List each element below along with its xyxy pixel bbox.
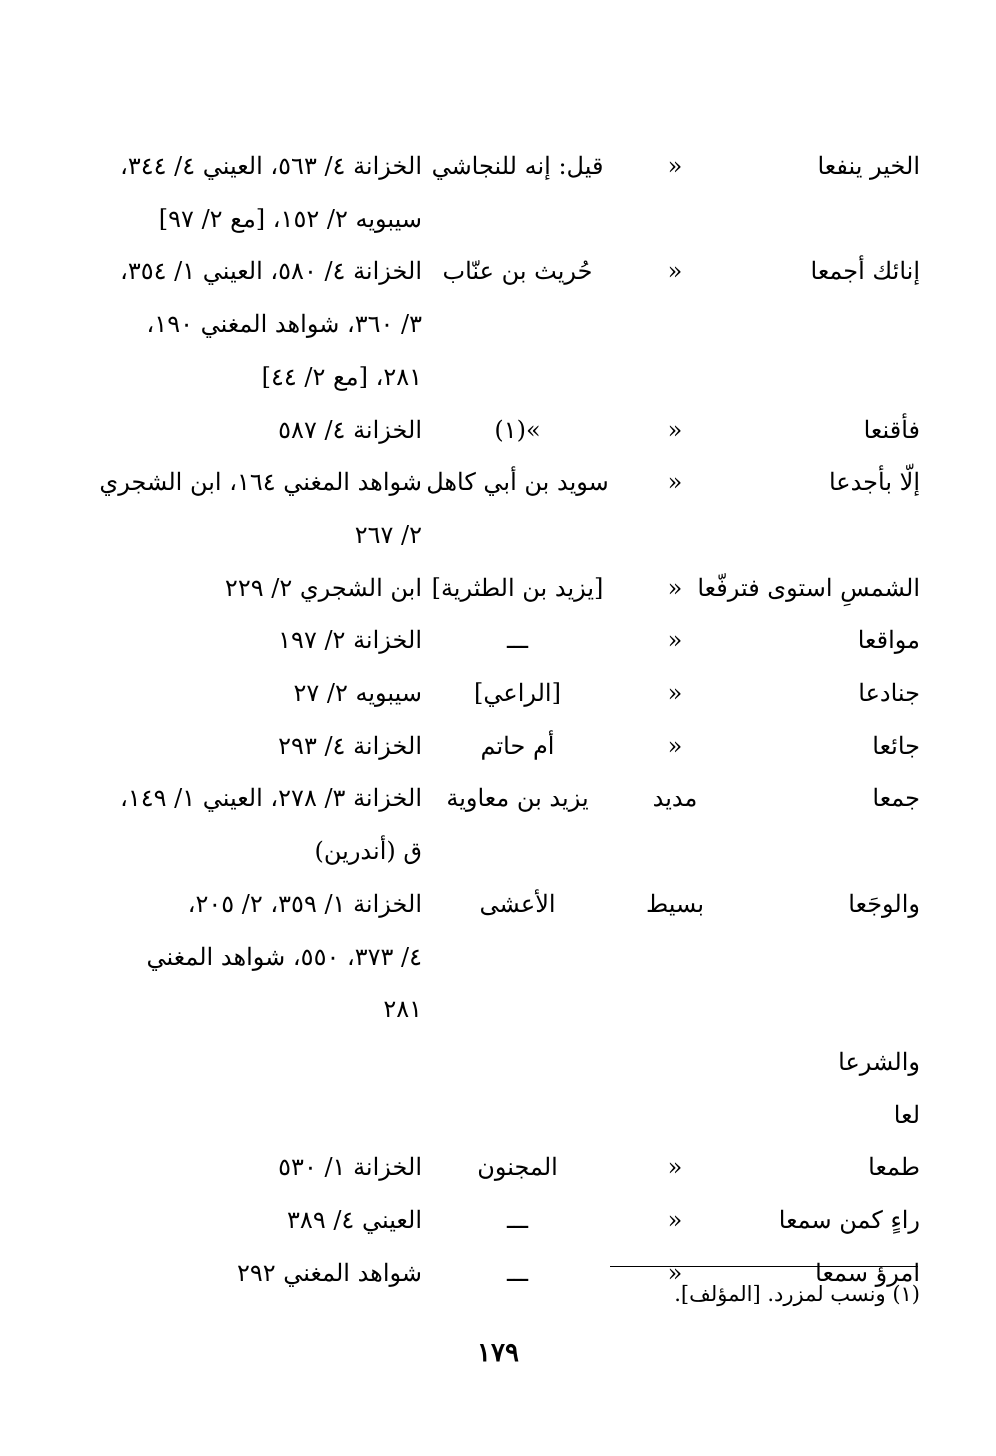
poet-name: الأعشى [479, 889, 556, 918]
poet-name: أم حاتم [480, 731, 555, 760]
source-reference: شواهد المغني ١٦٤، ابن الشجري [99, 468, 422, 497]
verse-ending: الشمسِ استوى فترفّعا [697, 573, 920, 602]
poet-name: »(١) [494, 415, 541, 444]
verse-ending: امرؤ سمعا [815, 1258, 920, 1287]
source-reference: الخزانة ١/ ٥٣٠ [278, 1153, 422, 1182]
meter: « [667, 257, 683, 286]
verse-ending: فأقنعا [863, 415, 920, 444]
poet-name: [الراعي] [474, 679, 561, 707]
source-reference: سيبويه ٢/ ١٥٢، [مع ٢/ ٩٧] [158, 204, 422, 233]
meter: « [667, 1206, 683, 1234]
poet-name: يزيد بن معاوية [446, 784, 589, 813]
poet-name: [يزيد بن الطثرية] [431, 573, 604, 602]
poet-name: حُريث بن عنّاب [442, 257, 593, 286]
verse-ending: إلّا بأجدعا [828, 468, 920, 497]
source-reference: الخزانة ٤/ ٢٩٣ [278, 731, 422, 760]
verse-ending: لعا [893, 1100, 920, 1129]
poet-name: ـــ [506, 626, 529, 655]
source-reference: الخزانة ١/ ٣٥٩، ٢/ ٢٠٥، [187, 889, 422, 918]
meter: « [667, 152, 683, 180]
poet-name: ـــ [506, 1206, 529, 1234]
verse-ending: إنائك أجمعا [810, 257, 920, 286]
meter: « [667, 1258, 683, 1287]
verse-ending: والشرعا [838, 1047, 920, 1076]
meter: مديد [652, 784, 698, 813]
source-reference: شواهد المغني ٢٩٢ [236, 1258, 422, 1287]
source-reference: ٣/ ٣٦٠، شواهد المغني ١٩٠، [146, 310, 422, 339]
source-reference: الخزانة ٢/ ١٩٧ [278, 626, 422, 655]
source-reference: الخزانة ٤/ ٥٦٣، العيني ٤/ ٣٤٤، [120, 152, 422, 180]
source-reference: الخزانة ٣/ ٢٧٨، العيني ١/ ١٤٩، [120, 784, 422, 813]
poet-name: سويد بن أبي كاهل [426, 468, 609, 497]
source-reference: العيني ٤/ ٣٨٩ [287, 1206, 422, 1234]
source-reference: الخزانة ٤/ ٥٨٧ [278, 415, 422, 444]
meter: « [667, 731, 683, 760]
verse-ending: الخير ينفعا [817, 152, 920, 180]
poet-name: المجنون [477, 1153, 558, 1182]
meter: « [667, 626, 683, 655]
meter: « [667, 1153, 683, 1182]
verse-ending: جنادعا [858, 679, 920, 707]
meter: « [667, 468, 683, 497]
source-reference: الخزانة ٤/ ٥٨٠، العيني ١/ ٣٥٤، [120, 257, 422, 286]
verse-ending: طمعا [868, 1153, 920, 1182]
meter: « [667, 679, 683, 707]
verse-ending: والوجَعا [848, 889, 920, 918]
meter: بسيط [645, 889, 705, 918]
verse-ending: راءٍ كمن سمعا [778, 1206, 920, 1234]
source-reference: ٢٨١ [383, 995, 422, 1024]
verse-ending: جمعا [872, 784, 920, 813]
verse-ending: جائعا [872, 731, 920, 760]
footnote-rule [610, 1266, 918, 1267]
verse-ending: مواقعا [857, 626, 920, 655]
source-reference: سيبويه ٢/ ٢٧ [293, 679, 422, 707]
poet-name: ـــ [506, 1258, 529, 1287]
source-reference: ٤/ ٣٧٣، ٥٥٠، شواهد المغني [146, 942, 422, 971]
page-number: ١٧٩ [477, 1338, 519, 1368]
poet-name: قيل: إنه للنجاشي [431, 152, 604, 180]
source-reference: ٢٨١، [مع ٢/ ٤٤] [261, 362, 422, 391]
footnote: (١) ونسب لمزرد. [المؤلف]. [674, 1282, 920, 1306]
source-reference: ٢/ ٢٦٧ [354, 520, 422, 549]
meter: « [667, 415, 683, 444]
meter: « [667, 573, 683, 602]
source-reference: ابن الشجري ٢/ ٢٢٩ [224, 573, 422, 602]
source-reference: ق (أندرين) [314, 837, 422, 866]
